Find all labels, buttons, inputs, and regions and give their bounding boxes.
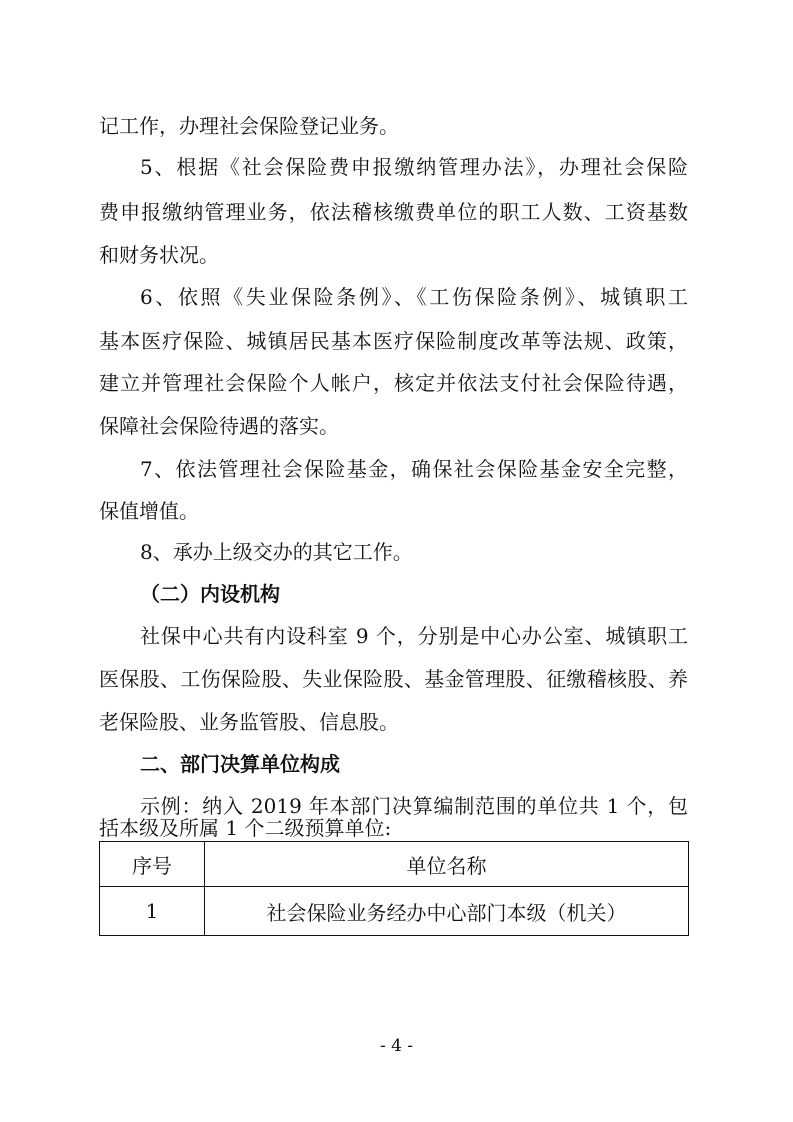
paragraph-line: 7、依法管理社会保险基金，确保社会保险基金安全完整，	[140, 457, 688, 481]
paragraph-line: 医保股、工伤保险股、失业保险股、基金管理股、征缴稽核股、养	[99, 667, 688, 691]
paragraph-line: 社保中心共有内设科室 9 个，分别是中心办公室、城镇职工	[140, 624, 688, 648]
paragraph-line: 5、根据《社会保险费申报缴纳管理办法》，办理社会保险	[140, 155, 688, 179]
column-header: 单位名称	[205, 842, 689, 887]
table-row	[100, 887, 689, 936]
table-cell: 社会保险业务经办中心部门本级（机关）	[205, 887, 689, 936]
paragraph-line: 基本医疗保险、城镇居民基本医疗保险制度改革等法规、政策，	[99, 329, 688, 353]
unit-table	[99, 841, 689, 936]
section-heading: 二、部门决算单位构成	[140, 752, 340, 776]
paragraph-line: 括本级及所属 1 个二级预算单位:	[99, 816, 392, 840]
paragraph-line: 费申报缴纳管理业务，依法稽核缴费单位的职工人数、工资基数	[99, 200, 688, 224]
paragraph-line: 老保险股、业务监管股、信息股。	[99, 710, 399, 734]
table-header-row	[100, 842, 689, 887]
page-number: - 4 -	[379, 1036, 414, 1056]
paragraph-line: 记工作，办理社会保险登记业务。	[99, 114, 399, 138]
paragraph-line: 示例：纳入 2019 年本部门决算编制范围的单位共 1 个，包	[140, 794, 688, 818]
table-cell: 1	[100, 887, 205, 936]
paragraph-line: 8、承办上级交办的其它工作。	[140, 540, 413, 564]
paragraph-line: 6、依照《失业保险条例》、《工伤保险条例》、城镇职工	[140, 285, 688, 309]
column-header: 序号	[100, 842, 205, 887]
paragraph-line: 和财务状况。	[99, 243, 219, 267]
paragraph-line: 保值增值。	[99, 499, 199, 523]
paragraph-line: 建立并管理社会保险个人帐户，核定并依法支付社会保险待遇，	[99, 371, 688, 395]
paragraph-line: 保障社会保险待遇的落实。	[99, 414, 339, 438]
section-heading: （二）内设机构	[140, 582, 280, 606]
